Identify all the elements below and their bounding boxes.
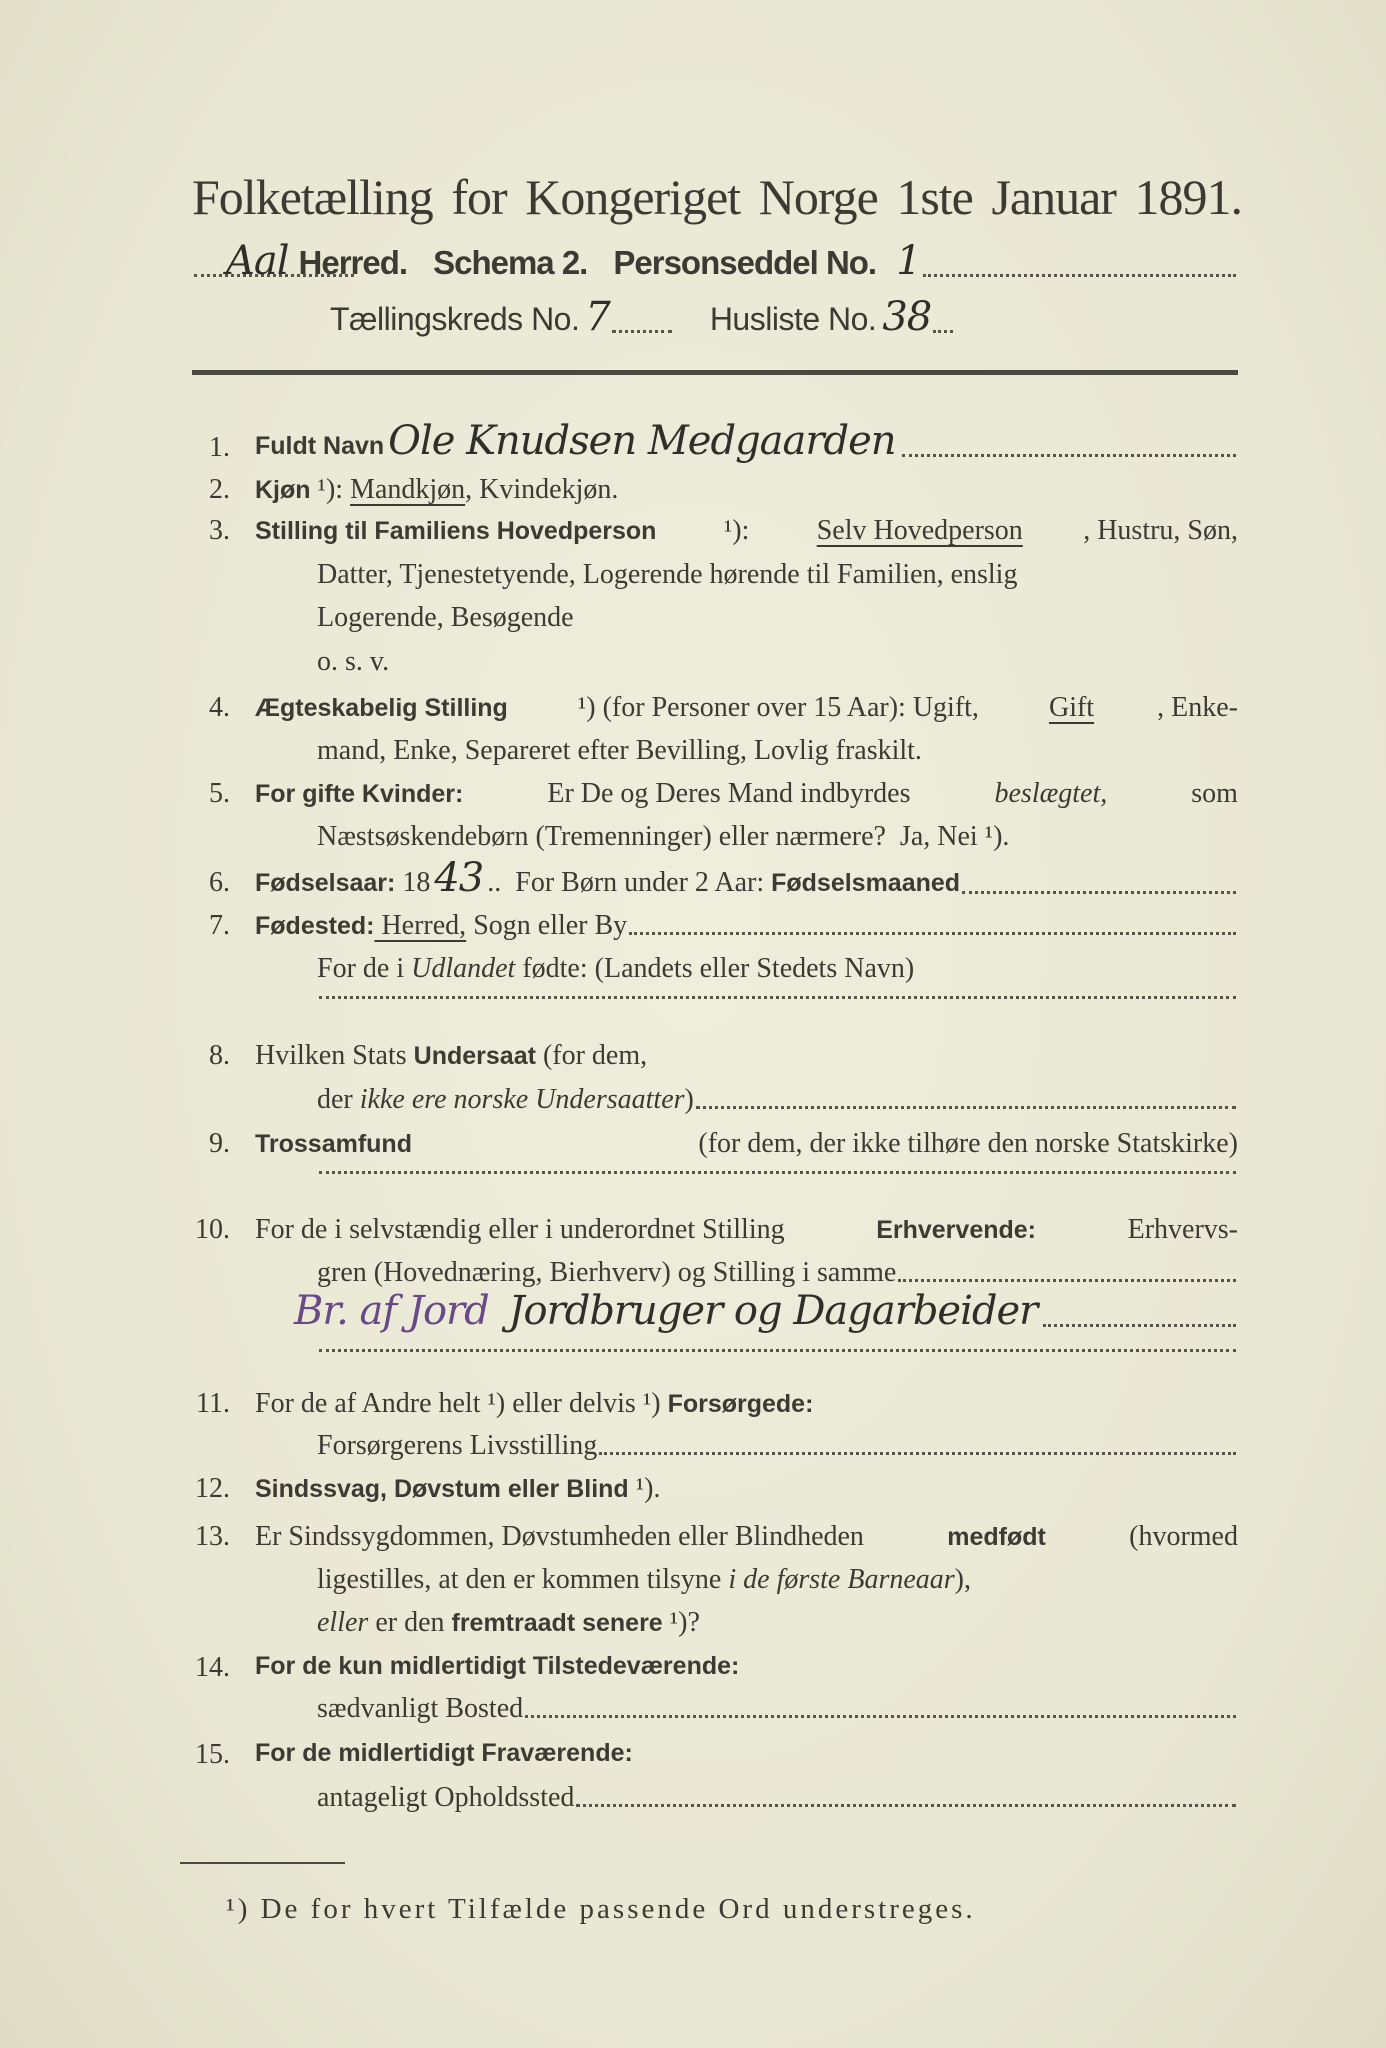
item-3-line — [317, 602, 1238, 634]
item-9-line — [317, 1171, 1238, 1181]
item-number: 7. — [209, 909, 230, 941]
item-number: 15. — [195, 1739, 230, 1771]
dotted-leader — [923, 274, 1236, 277]
form-title: Folketælling for Kongeriget Norge 1ste Januar 1891. — [192, 169, 1242, 225]
footnote: ¹) De for hvert Tilfælde passende Ord understreges. — [226, 1893, 976, 1925]
schema-label: Schema 2. — [433, 244, 588, 281]
dotted-leader — [319, 1349, 1236, 1352]
item-3-line — [317, 646, 1238, 678]
underlined-option: Selv Hovedperson — [816, 515, 1023, 547]
item-10-line — [317, 1257, 1238, 1289]
dotted-leader — [576, 1804, 1236, 1807]
text: er den — [368, 1607, 452, 1639]
text: .. For Børn under 2 Aar: — [487, 866, 772, 898]
item-8-line — [255, 1040, 1238, 1072]
herred-value: Aal — [226, 238, 289, 284]
handwritten-entry: Ole Knudsen Medgaarden — [388, 417, 896, 464]
bold-label: Erhvervende: — [876, 1216, 1036, 1245]
bold-label: Undersaat — [413, 1042, 536, 1071]
bold-label: Fødselsaar: — [255, 868, 396, 897]
text: ligestilles, at den er kommen tilsyne — [317, 1564, 729, 1596]
bold-label: Kjøn — [255, 475, 311, 504]
header-line-herred — [192, 238, 1238, 284]
text: Er Sindssygdommen, Døvstumheden eller Blindheden — [255, 1521, 871, 1553]
handwritten-entry: Jordbruger og Dagarbeider — [496, 1287, 1038, 1334]
text: For de i selvstændig eller i underordnet Stilling — [255, 1214, 792, 1246]
item-8-line — [317, 1084, 1238, 1116]
item-5-line — [255, 778, 1238, 810]
item-6-line — [255, 854, 1238, 901]
bold-label: Fødselsmaaned — [771, 868, 961, 897]
text: antageligt Opholdssted — [317, 1782, 575, 1814]
item-number: 8. — [209, 1040, 230, 1072]
item-13-line — [317, 1564, 1238, 1596]
item-number: 14. — [195, 1651, 230, 1683]
italic-text: ikke ere norske Undersaatter — [359, 1083, 685, 1115]
text: ¹): — [716, 515, 757, 547]
kreds-value: 7 — [585, 294, 610, 340]
dotted-leader — [933, 330, 953, 333]
item-11-line — [255, 1388, 1238, 1420]
item-15-line — [317, 1782, 1238, 1814]
item-15-line — [255, 1739, 1238, 1768]
dotted-leader — [696, 1106, 1236, 1109]
item-3-line — [255, 515, 1238, 547]
underlined-option: Mandkjøn — [350, 473, 466, 505]
text: , Kvindekjøn. — [465, 473, 619, 505]
text: mand, Enke, Separeret efter Bevilling, Lovlig fraskilt. — [317, 734, 922, 766]
bold-label: Stilling til Familiens Hovedperson — [255, 517, 657, 546]
dotted-leader — [525, 1715, 1236, 1718]
kreds-label: Tællingskreds No. — [330, 301, 580, 337]
item-number: 3. — [209, 515, 230, 547]
text: Erhvervs- — [1120, 1214, 1238, 1246]
item-13-line — [317, 1607, 1238, 1639]
text: gren (Hovednæring, Bierhverv) og Stilling i samme — [317, 1257, 897, 1289]
dotted-leader — [612, 330, 672, 333]
personseddel-value: 1 — [896, 238, 921, 284]
personseddel-label: Personseddel No. — [613, 244, 877, 281]
text: ¹). — [628, 1472, 661, 1504]
text: (for dem, der ikke tilhøre den norske Statskirke) — [691, 1127, 1238, 1159]
text: ¹) (for Personer over 15 Aar): Ugift, — [570, 691, 986, 723]
item-5-line — [317, 821, 1238, 853]
text: o. s. v. — [317, 646, 390, 678]
bold-label: For de midlertidigt Fraværende: — [255, 1739, 633, 1768]
item-number: 5. — [209, 777, 230, 809]
handwritten-entry-purple: Br. af Jord — [294, 1287, 489, 1334]
item-12-line — [255, 1473, 1238, 1505]
dotted-leader — [1043, 1324, 1236, 1327]
text: , Enke- — [1157, 691, 1238, 723]
item-1-line — [255, 417, 1238, 464]
item-7-line — [317, 996, 1238, 1006]
item-4-line — [317, 735, 1238, 767]
handwritten-entry: 43 — [434, 854, 484, 901]
husliste-value: 38 — [882, 294, 932, 340]
bold-label: Ægteskabelig Stilling — [255, 693, 508, 722]
text: ) — [684, 1083, 694, 1115]
item-10-line — [255, 1214, 1238, 1246]
italic-text: i de første Barneaar — [728, 1564, 955, 1596]
herred-label: Herred. — [298, 244, 408, 281]
item-number: 9. — [209, 1127, 230, 1159]
text: Næstsøskendebørn (Tremenninger) eller nærmere? Ja, Nei ¹). — [317, 821, 1010, 853]
dotted-leader — [599, 1452, 1236, 1455]
text: som — [1184, 777, 1238, 809]
text: , Hustru, Søn, — [1083, 515, 1238, 547]
italic-text: Udlandet — [411, 952, 516, 984]
item-4-line — [255, 692, 1238, 724]
text: ¹)? — [662, 1607, 700, 1639]
bold-label: Fuldt Navn — [255, 431, 385, 460]
item-2-line — [255, 474, 1238, 506]
text: (for dem, — [535, 1040, 648, 1072]
underlined-option: Gift — [1048, 691, 1095, 723]
text: Er De og Deres Mand indbyrdes — [540, 777, 918, 809]
item-number: 4. — [209, 691, 230, 723]
item-14-line — [255, 1652, 1238, 1681]
italic-text: eller — [317, 1607, 369, 1639]
dotted-leader — [902, 454, 1236, 457]
footnote-divider — [180, 1862, 345, 1864]
item-13-line — [255, 1521, 1238, 1553]
item-11-line — [317, 1430, 1238, 1462]
bold-label: For gifte Kvinder: — [255, 779, 464, 808]
header-divider — [192, 370, 1238, 375]
bold-label: Trossamfund — [255, 1129, 412, 1158]
item-3-line — [317, 559, 1238, 591]
text: ), — [954, 1564, 971, 1596]
item-10-line — [317, 1349, 1238, 1359]
item-number: 10. — [195, 1214, 230, 1246]
item-7-line — [255, 910, 1238, 942]
dotted-leader — [898, 1279, 1236, 1282]
bold-label: Fødested: — [255, 911, 375, 940]
text: (hvormed — [1122, 1521, 1238, 1553]
text: sædvanligt Bosted — [317, 1693, 524, 1725]
text: ¹): — [310, 473, 351, 505]
item-number: 11. — [196, 1387, 230, 1419]
underlined-option: Herred, — [374, 909, 467, 941]
item-number: 13. — [195, 1521, 230, 1553]
dotted-leader — [962, 891, 1236, 894]
item-10-line — [290, 1287, 1238, 1334]
text: For de i — [317, 952, 412, 984]
bold-label: Sindssvag, Døvstum eller Blind — [255, 1474, 629, 1503]
text: der — [317, 1083, 360, 1115]
text: Datter, Tjenestetyende, Logerende hørende til Familien, enslig — [317, 558, 1018, 590]
item-7-line — [317, 953, 1238, 985]
text: For de af Andre helt ¹) eller delvis ¹) — [255, 1387, 668, 1419]
dotted-leader — [319, 996, 1236, 999]
item-number: 6. — [209, 866, 230, 898]
item-9-line — [255, 1128, 1238, 1160]
husliste-label: Husliste No. — [709, 301, 877, 337]
dotted-leader — [629, 932, 1236, 935]
dotted-leader — [319, 1171, 1236, 1174]
italic-text: beslægtet, — [994, 777, 1108, 809]
item-number: 12. — [195, 1472, 230, 1504]
item-14-line — [317, 1693, 1238, 1725]
item-number: 1. — [209, 431, 230, 463]
bold-label: Forsørgede: — [667, 1389, 814, 1418]
bold-label: For de kun midlertidigt Tilstedeværende: — [255, 1651, 740, 1680]
text: Hvilken Stats — [255, 1040, 414, 1072]
bold-label: medfødt — [947, 1523, 1046, 1552]
bold-label: fremtraadt senere — [451, 1609, 663, 1638]
text: Sogn eller By — [466, 909, 628, 941]
text: fødte: (Landets eller Stedets Navn) — [515, 952, 915, 984]
text: Logerende, Besøgende — [317, 601, 574, 633]
item-number: 2. — [209, 473, 230, 505]
header-line-kreds — [330, 294, 1110, 340]
text: 18 — [395, 866, 431, 898]
text: Forsørgerens Livsstilling — [317, 1429, 598, 1461]
